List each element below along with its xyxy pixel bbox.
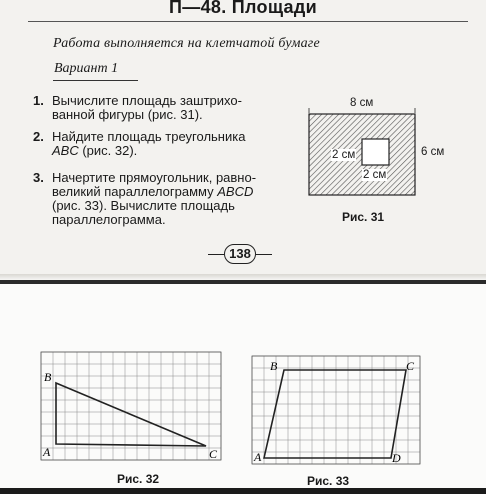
task-line: ABC (рис. 32).	[52, 143, 138, 158]
fig31-hole-height-label: 2 см	[363, 169, 387, 181]
vertex-a-label: A	[254, 450, 262, 464]
page-separator	[0, 274, 486, 280]
vertex-b-label: B	[44, 370, 52, 384]
figure-32-caption: Рис. 32	[117, 472, 160, 486]
textbook-page-bottom	[0, 284, 486, 488]
page-number-rule-left	[208, 254, 224, 255]
figure-31-caption: Рис. 31	[342, 210, 385, 224]
fig31-hole-width-label: 2 см	[332, 149, 356, 161]
fig31-height-label: 6 см	[421, 146, 445, 158]
task-number: 3.	[33, 170, 44, 185]
task-line: великий параллелограмму ABCD	[52, 184, 254, 199]
fig31-width-label: 8 см	[350, 97, 374, 109]
triangle-abc	[56, 383, 206, 446]
parallelogram-name: ABCD	[217, 184, 254, 199]
page-subtitle: Работа выполняется на клетчатой бумаге	[53, 36, 320, 51]
figure-33-caption: Рис. 33	[307, 474, 350, 488]
page-title: П—48. Площади	[169, 0, 317, 17]
task-line: ванной фигуры (рис. 31).	[52, 107, 203, 122]
page-number: 138	[224, 244, 256, 264]
task-line: Начертите прямоугольник, равно-	[52, 170, 257, 185]
page-number-rule-right	[256, 254, 272, 255]
variant-heading: Вариант 1	[54, 61, 119, 76]
task-line: Найдите площадь треугольника	[52, 129, 246, 144]
figures-32-33-drawing	[0, 284, 486, 488]
parallelogram-abcd	[264, 370, 406, 458]
triangle-name: ABC	[52, 143, 79, 158]
task-line: (рис. 33). Вычислите площадь	[52, 198, 235, 213]
vertex-c-label: C	[209, 447, 218, 461]
task-line: параллелограмма.	[52, 212, 166, 227]
task-line: Вычислите площадь заштрихо-	[52, 93, 242, 108]
inner-square-hole	[362, 139, 389, 165]
task-number: 2.	[33, 129, 44, 144]
vertex-d-label: D	[392, 451, 401, 465]
screen-bottom-edge	[0, 488, 486, 494]
vertex-b-label: B	[270, 359, 278, 373]
task-number: 1.	[33, 93, 44, 108]
vertex-a-label: A	[43, 445, 51, 459]
vertex-c-label: C	[406, 359, 415, 373]
